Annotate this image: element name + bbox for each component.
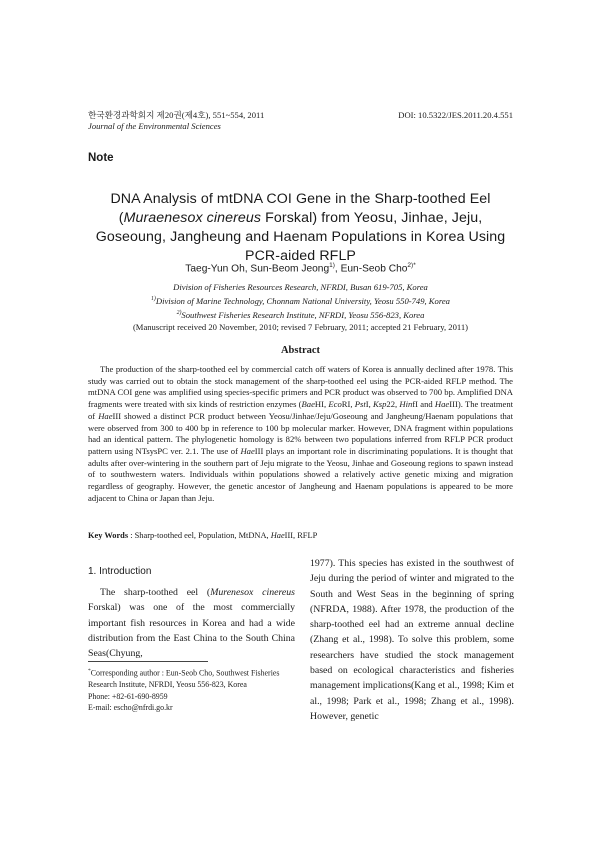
keywords: Key Words : Sharp-toothed eel, Population, MtDNA, HaeIII, RFLP <box>88 531 318 540</box>
running-header <box>88 110 264 132</box>
corresponding-author-footnote: *Corresponding author : Eun-Seob Cho, Southwest Fisheries Research Institute, NFRDI, Yeosu 556-823, Korea Phone: +82-61-690-8959 E-mail: escho@nfrdi.go.kr <box>88 666 295 714</box>
title-line-3: Goseoung, Jangheung and Haenam Populations in Korea Using <box>95 229 506 245</box>
keywords-label: Key Words <box>88 531 129 540</box>
affiliation-1: $^{1)}$Division of Marine Technology, Chonnam National University, Yeosu 550-749, Korea <box>151 295 450 306</box>
title-line-2: (Muraenesox cinereus Forskal) from Yeosu, Jinhae, Jeju, <box>118 210 483 226</box>
introduction-heading: 1. Introduction <box>88 566 152 577</box>
title-line-4: PCR-aided RFLP <box>245 248 356 264</box>
affiliation-2: $^{2)}$Southwest Fisheries Research Institute, NFRDI, Yeosu 556-823, Korea <box>176 309 425 320</box>
author-1: Taeg-Yun Oh, Sun-Beom Jeong <box>185 263 330 275</box>
affiliations <box>88 281 513 333</box>
author-email: E-mail: escho@nfrdi.go.kr <box>88 703 173 713</box>
manuscript-dates: (Manuscript received 20 November, 2010; revised 7 February, 2011; accepted 21 February, 2011) <box>132 321 469 332</box>
title-line-1: DNA Analysis of mtDNA COI Gene in the Sharp-toothed Eel <box>110 191 491 207</box>
doi: DOI: 10.5322/JES.2011.20.4.551 <box>398 110 513 120</box>
article-type: Note <box>88 152 114 164</box>
journal-english: Journal of the Environmental Sciences <box>88 121 221 131</box>
species-name: Muraenesox cinereus <box>123 210 262 226</box>
abstract-heading: Abstract <box>280 345 321 356</box>
introduction-left-column: The sharp-toothed eel (Murenesox cinereus Forskal) was one of the most commercially important fish resources in Korea and had a wide distribution from the East China to the South China Seas(Chyung, <box>88 587 295 660</box>
affiliation-0: Division of Fisheries Resources Research, NFRDI, Busan 619-705, Korea <box>173 282 428 292</box>
abstract-text: The production of the sharp-toothed eel by commercial catch off waters of Korea is annually declined after 1978. This study was carried out to obtain the stock management of the sharp-toothed eel using the PCR-aided RFLP method. The mtDNA COI gene was amplified using species-specific primers and PCR product was observed to 700 bp. Amplified DNA fragments were treated with six kinds of restriction enzymes (BaeHI, EcoRI, PstI, Ksp22, HinfI and HaeIII). The treatment of HaeIII showed a distinct PCR product between Yeosu/Jinhae/Jeju/Goseoung and Jangheung/Haenam populations that were observed from 300 to 400 bp in reference to 100 bp molecular marker. However, DNA fragment within populations had an identical pattern. The phylogenetic homology is 82% between two populations inferred from RFLP PCR product pattern using NTsysPC ver. 2.1. The use of HaeIII plays an important role in discriminating populations. It is thought that adults after over-wintering in the southern part of Jeju migrate to the Yeosu, Jinhae and Goseoung regions to spawn instead of to southwestern waters. Individuals within populations showed a relatively active genetic mixing and migration regardless of geography. However, the genetic ancestor of Jangheung and Haenam populations is appeared to be more adjacent to China or Japan than Jeju. <box>88 364 513 503</box>
author-2: Eun-Seob Cho <box>340 263 408 275</box>
introduction-right-column: 1977). This species has existed in the southwest of Jeju during the period of winter and migrated to the South and West Seas in the beginning of spring (NFRDA, 1988). After 1978, the production of the sharp-toothed eel had an extreme annual decline (Zhang et al., 1998). To solve this problem, some researchers have studied the stock management based on ecological characteristics and fisheries management implications(Kang et al., 1998; Kim et al., 1998; Park et al., 1998; Zhang et al., 1998). However, genetic <box>310 558 514 722</box>
journal-korean: 한국환경과학회지 제20권(제4호), 551~554, 2011 <box>88 110 265 120</box>
paper-title <box>88 190 513 266</box>
footnote-divider <box>88 661 208 662</box>
author-list: Taeg-Yun Oh, Sun-Beom Jeong$^{1)}$, Eun-Seob Cho$^{2)*}$ <box>185 262 416 275</box>
